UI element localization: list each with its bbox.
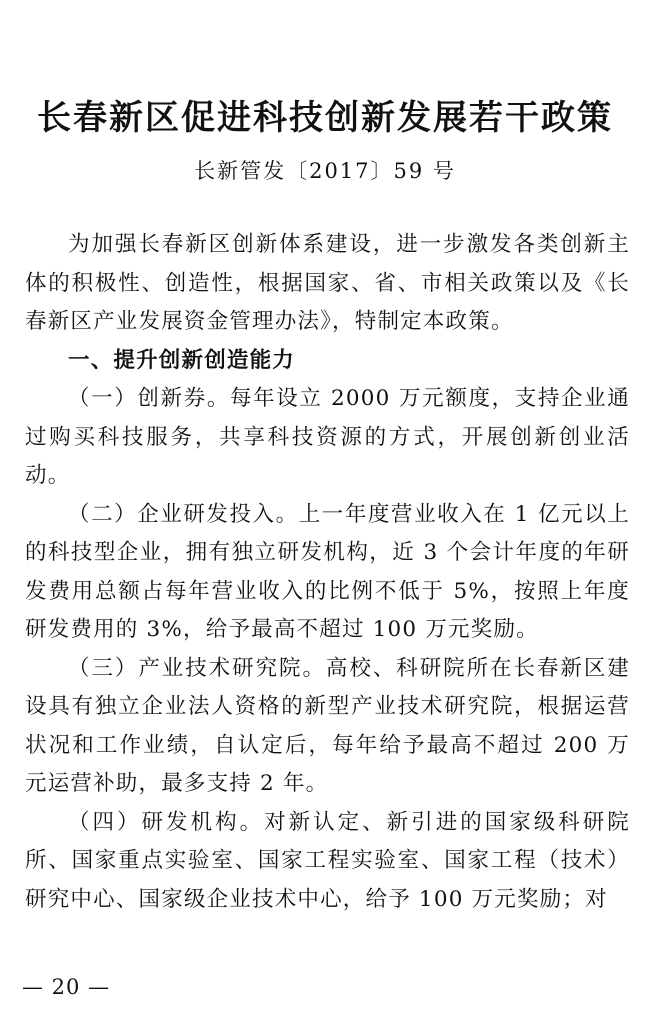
section-heading: 一、提升创新创造能力 <box>68 347 296 373</box>
policy-item-2-text: 上一年度营业收入在 1 亿元以上的科技型企业，拥有独立研发机构，近 3 个会计年度的年研发费用总额占每年营业收入的比例不低于 5%，按照上年度研发费用的 3%，给予最高不超过 100 万元奖励。 <box>25 501 630 642</box>
policy-item-4 <box>25 804 630 920</box>
policy-item-2 <box>25 496 630 650</box>
document-body <box>25 226 630 919</box>
policy-item-2-lead: （二）企业研发投入。 <box>68 501 299 527</box>
policy-item-4-lead: （四）研发机构。 <box>68 809 265 835</box>
policy-item-3-lead: （三）产业技术研究院。 <box>68 655 326 681</box>
document-title: 长春新区促进科技创新发展若干政策 <box>37 98 613 138</box>
policy-item-3 <box>25 650 630 804</box>
policy-item-4-text: 对新认定、新引进的国家级科研院所、国家重点实验室、国家工程实验室、国家工程（技术）研究中心、国家级企业技术中心，给予 100 万元奖励；对 <box>25 809 630 912</box>
policy-item-3-text: 高校、科研院所在长春新区建设具有独立企业法人资格的新型产业技术研究院，根据运营状况和工作业绩，自认定后，每年给予最高不超过 200 万元运营补助，最多支持 2 年。 <box>25 655 630 796</box>
intro-paragraph: 为加强长春新区创新体系建设，进一步激发各类创新主体的积极性、创造性，根据国家、省、市相关政策以及《长春新区产业发展资金管理办法》，特制定本政策。 <box>25 232 630 334</box>
policy-item-1 <box>25 380 630 496</box>
page-number: — 20 — <box>22 975 111 999</box>
policy-item-1-lead: （一）创新券。 <box>68 386 230 411</box>
policy-item-1-text: 每年设立 2000 万元额度，支持企业通过购买科技服务，共享科技资源的方式，开展创新创业活动。 <box>25 386 631 488</box>
document-number: 长新管发〔2017〕59 号 <box>194 159 456 183</box>
